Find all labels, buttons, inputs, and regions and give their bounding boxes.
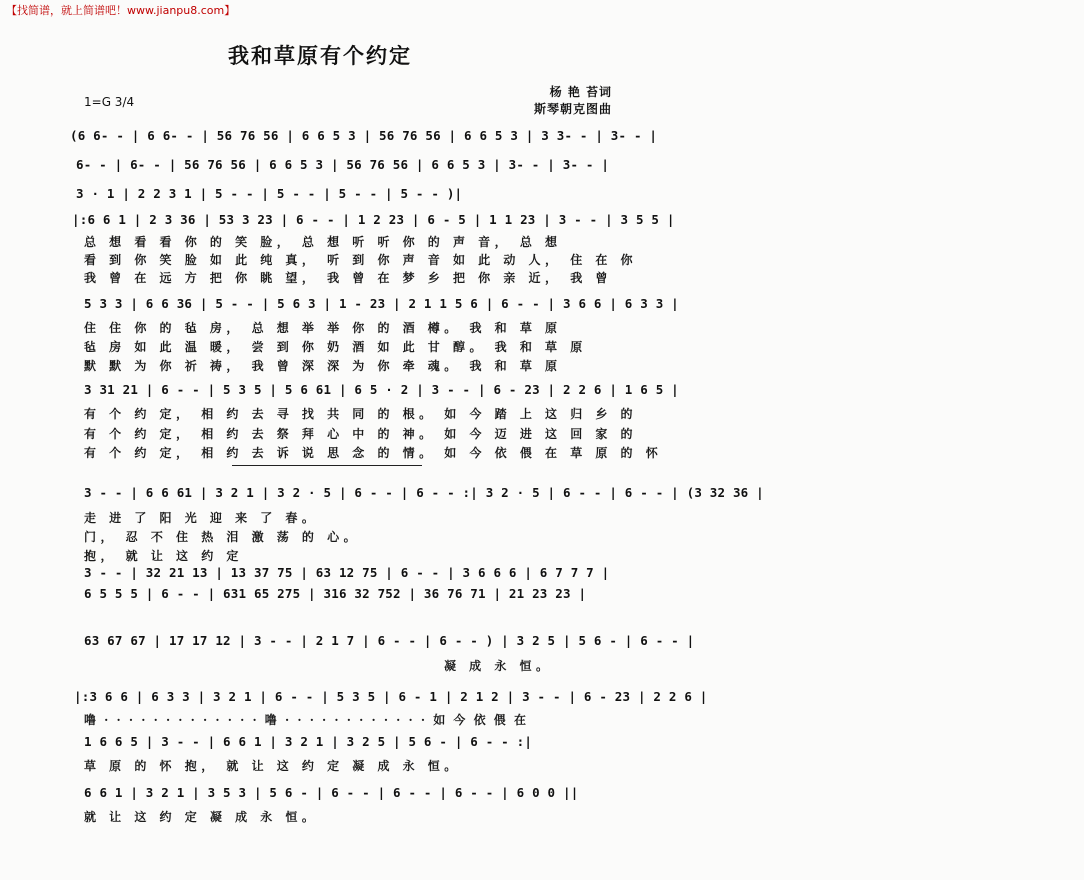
lyric-line-2: 看 到 你 笑 脸 如 此 纯 真， 听 到 你 声 音 如 此 动 人， 住 在 你 xyxy=(84,253,638,267)
lyric-line-14: 噜 · · · · · · · · · · · · · 噜 · · · · · · · · · · · · 如 今 依 偎 在 xyxy=(84,713,528,727)
notation-line-6: 3 31 21 | 6 - - | 5 3 5 | 5 6 61 | 6 5 · 2 | 3 - - | 6 - 23 | 2 2 6 | 1 6 5 | xyxy=(84,382,679,397)
lyric-line-7: 有 个 约 定， 相 约 去 寻 找 共 同 的 根。 如 今 踏 上 这 归 乡 的 xyxy=(84,407,638,421)
lyric-line-15: 草 原 的 怀 抱， 就 让 这 约 定 凝 成 永 恒。 xyxy=(84,759,461,773)
notation-line-9: 6 5 5 5 | 6 - - | 631 65 275 | 316 32 752 | 36 76 71 | 21 23 23 | xyxy=(84,586,587,601)
notation-line-12: 1 6 6 5 | 3 - - | 6 6 1 | 3 2 1 | 3 2 5 | 5 6 - | 6 - - :| xyxy=(84,734,533,749)
composer-credit: 斯琴朝克图曲 xyxy=(533,102,612,116)
lyric-line-12: 抱， 就 让 这 约 定 xyxy=(84,549,243,563)
lyric-line-3: 我 曾 在 远 方 把 你 眺 望， 我 曾 在 梦 乡 把 你 亲 近， 我 曾 xyxy=(84,271,612,285)
lyric-line-1: 总 想 看 看 你 的 笑 脸， 总 想 听 听 你 的 声 音， 总 想 xyxy=(84,235,562,249)
notation-line-2: 6- - | 6- - | 56 76 56 | 6 6 5 3 | 56 76 56 | 6 6 5 3 | 3- - | 3- - | xyxy=(76,157,610,172)
notation-line-8: 3 - - | 32 21 13 | 13 37 75 | 63 12 75 | 6 - - | 3 6 6 6 | 6 7 7 7 | xyxy=(84,565,610,580)
notation-line-3: 3 · 1 | 2 2 3 1 | 5 - - | 5 - - | 5 - - | 5 - - )| xyxy=(76,186,463,201)
lyricist-credit: 杨 艳 苔词 xyxy=(549,85,612,99)
volta-bracket xyxy=(232,465,422,466)
notation-line-10: 63 67 67 | 17 17 12 | 3 - - | 2 1 7 | 6 - - | 6 - - ) | 3 2 5 | 5 6 - | 6 - - | xyxy=(84,633,695,648)
lyric-line-5: 毡 房 如 此 温 暖， 尝 到 你 奶 酒 如 此 甘 醇。 我 和 草 原 xyxy=(84,340,587,354)
notation-line-13: 6 6 1 | 3 2 1 | 3 5 3 | 5 6 - | 6 - - | 6 - - | 6 - - | 6 0 0 || xyxy=(84,785,579,800)
notation-line-5: 5 3 3 | 6 6 36 | 5 - - | 5 6 3 | 1 - 23 | 2 1 1 5 6 | 6 - - | 3 6 6 | 6 3 3 | xyxy=(84,296,679,311)
notation-line-1: (6 6- - | 6 6- - | 56 76 56 | 6 6 5 3 | 56 76 56 | 6 6 5 3 | 3 3- - | 3- - | xyxy=(70,128,658,143)
lyric-line-9: 有 个 约 定， 相 约 去 诉 说 思 念 的 情。 如 今 依 偎 在 草 原 的 怀 xyxy=(84,446,663,460)
notation-line-11: |:3 6 6 | 6 3 3 | 3 2 1 | 6 - - | 5 3 5 | 6 - 1 | 2 1 2 | 3 - - | 6 - 23 | 2 2 6 | xyxy=(74,689,708,704)
notation-line-7: 3 - - | 6 6 61 | 3 2 1 | 3 2 · 5 | 6 - - | 6 - - :| 3 2 · 5 | 6 - - | 6 - - | (3 32 36 | xyxy=(84,485,764,500)
lyric-line-16: 就 让 这 约 定 凝 成 永 恒。 xyxy=(84,810,319,824)
lyric-line-4: 住 住 你 的 毡 房， 总 想 举 举 你 的 酒 樽。 我 和 草 原 xyxy=(84,321,562,335)
lyric-line-13: 凝 成 永 恒。 xyxy=(444,659,553,673)
site-watermark: 【找简谱，就上简谱吧！www.jianpu8.com】 xyxy=(6,4,236,17)
lyric-line-6: 默 默 为 你 祈 祷， 我 曾 深 深 为 你 牵 魂。 我 和 草 原 xyxy=(84,359,562,373)
notation-line-4: |:6 6 1 | 2 3 36 | 53 3 23 | 6 - - | 1 2 23 | 6 - 5 | 1 1 23 | 3 - - | 3 5 5 | xyxy=(72,212,675,227)
lyric-line-11: 门， 忍 不 住 热 泪 激 荡 的 心。 xyxy=(84,530,361,544)
lyric-line-8: 有 个 约 定， 相 约 去 祭 拜 心 中 的 神。 如 今 迈 进 这 回 家 的 xyxy=(84,427,638,441)
key-signature: 1=G 3/4 xyxy=(84,95,135,109)
lyric-line-10: 走 进 了 阳 光 迎 来 了 春。 xyxy=(84,511,319,525)
song-title: 我和草原有个约定 xyxy=(228,43,412,68)
